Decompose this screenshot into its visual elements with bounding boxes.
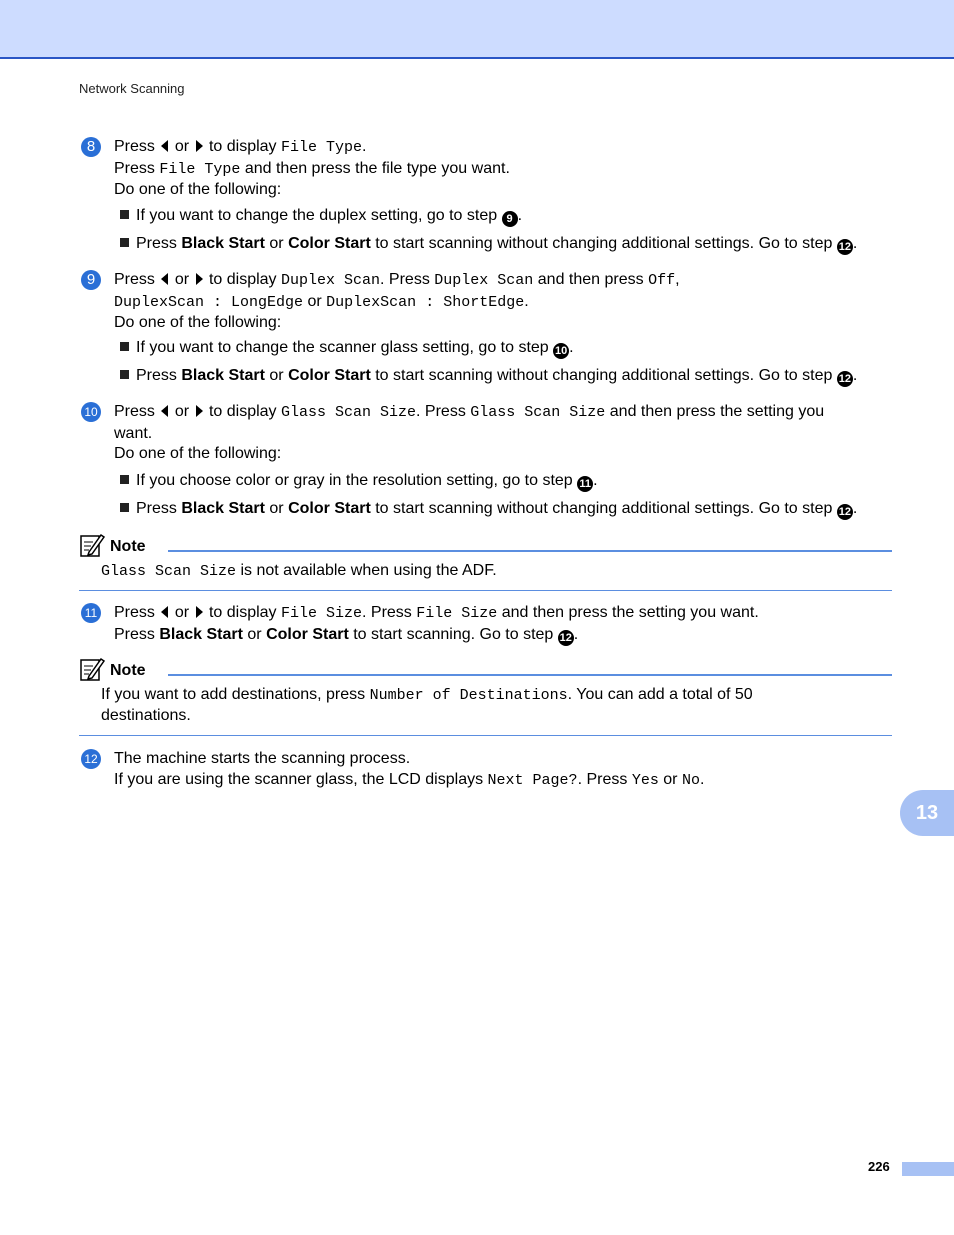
step-number: 10 [81,402,101,422]
header-band [0,0,954,59]
step-ref-icon: 12 [838,373,851,385]
note-pencil-icon [79,532,105,558]
bullet-icon [120,210,129,219]
bullet-icon [120,342,129,351]
step-number: 9 [81,270,101,290]
note-text: If you want to add destinations, press Number of Destinations. You can add a total of 50 destinations. [101,686,753,724]
running-title: Network Scanning [79,81,185,96]
right-arrow-icon [196,273,203,285]
note-title: Note [110,662,146,679]
note-box [79,656,892,737]
note-title: Note [110,538,146,555]
left-arrow-icon [161,140,168,152]
right-arrow-icon [196,405,203,417]
step-number: 12 [81,749,101,769]
left-arrow-icon [161,273,168,285]
note-text: Glass Scan Size is not available when using the ADF. [101,562,497,580]
list-item: Press Black Start or Color Start to start scanning without changing additional settings. Go to step 12 . [120,366,857,387]
right-arrow-icon [196,140,203,152]
step-body: Press or to display File Type. Press File Type and then press the file type you want. Do one of the following: [114,138,510,198]
step-ref-icon: 12 [559,631,572,644]
left-arrow-icon [161,405,168,417]
step-number: 11 [81,603,101,623]
bullet-icon [120,503,129,512]
step-ref-icon: 10 [555,345,568,357]
note-bottom-rule [79,590,892,591]
list-item: Press Black Start or Color Start to start scanning without changing additional settings. Go to step 12 . [120,499,857,520]
bullet-icon [120,238,129,247]
step-ref-icon: 12 [838,506,851,518]
bullet-icon [120,370,129,379]
note-divider [168,550,892,552]
step-number: 8 [81,137,101,157]
list-item: Press Black Start or Color Start to start scanning without changing additional settings. Go to step 12 . [120,234,857,255]
list-item: If you choose color or gray in the resolution setting, go to step 11 . [120,471,598,492]
list-item: If you want to change the duplex setting, go to step 9 . [120,206,522,227]
step-ref-icon: 9 [502,211,518,227]
step-body: Press or to display Duplex Scan. Press Duplex Scan and then press Off, DuplexScan : LongEdge or DuplexScan : ShortEdge. Do one of the following: [114,271,680,331]
step-body: Press or to display File Size. Press File Size and then press the setting you want. Press Black Start or Color Start to start scanning. Go to step 12 . [114,604,759,644]
chapter-tab: 13 [900,790,954,836]
note-divider [168,674,892,676]
step-body: Press or to display Glass Scan Size. Press Glass Scan Size and then press the setting you want. Do one of the following: [114,403,825,462]
step-ref-icon: 12 [838,241,851,253]
step-ref-icon: 11 [577,476,593,492]
note-pencil-icon [79,656,105,682]
note-box [79,532,892,591]
list-item: If you want to change the scanner glass setting, go to step 10 . [120,338,574,359]
footer-bar [902,1162,954,1176]
page-number: 226 [868,1159,890,1174]
bullet-icon [120,475,129,484]
left-arrow-icon [161,606,168,618]
step-body: The machine starts the scanning process. If you are using the scanner glass, the LCD displays Next Page?. Press Yes or No. [114,750,705,789]
right-arrow-icon [196,606,203,618]
note-bottom-rule [79,735,892,736]
